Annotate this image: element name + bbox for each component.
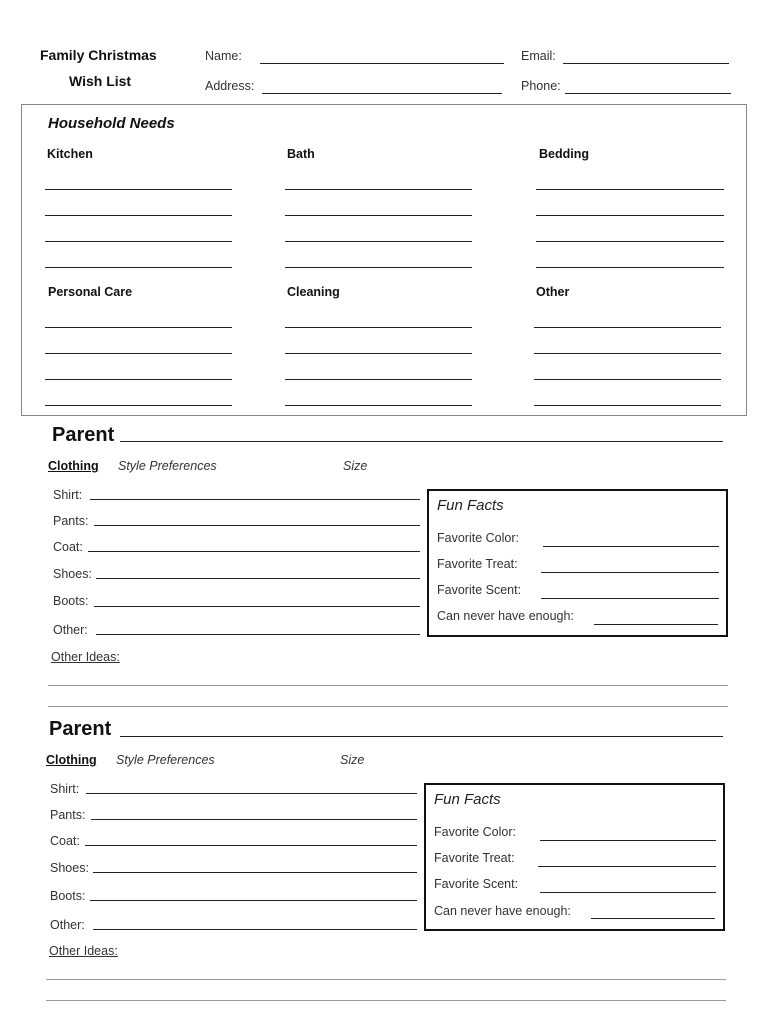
parent-2-favorite-treat-label: Favorite Treat: bbox=[434, 851, 515, 865]
parent-1-coat-label: Coat: bbox=[53, 540, 83, 554]
parent-2-favorite-scent-field[interactable] bbox=[540, 892, 716, 893]
parent-2-shirt-field[interactable] bbox=[86, 793, 417, 794]
parent-1-boots-label: Boots: bbox=[53, 594, 89, 608]
kitchen-line-3[interactable] bbox=[45, 241, 232, 242]
parent-2-size-label: Size bbox=[340, 753, 365, 767]
personal-care-label: Personal Care bbox=[48, 285, 133, 299]
parent-1-never-enough-field[interactable] bbox=[594, 624, 718, 625]
parent-1-pants-field[interactable] bbox=[94, 525, 420, 526]
parent-2-style-preferences-label: Style Preferences bbox=[116, 753, 215, 767]
personal-care-line-3[interactable] bbox=[45, 379, 232, 380]
parent-1-shoes-field[interactable] bbox=[96, 578, 420, 579]
parent-2-shirt-label: Shirt: bbox=[50, 782, 80, 796]
parent-1-ideas-line-2[interactable] bbox=[48, 706, 728, 707]
other-needs-line-4[interactable] bbox=[534, 405, 721, 406]
parent-1-favorite-color-field[interactable] bbox=[543, 546, 719, 547]
cleaning-line-4[interactable] bbox=[285, 405, 472, 406]
parent-2-name-field[interactable] bbox=[120, 736, 723, 737]
cleaning-line-2[interactable] bbox=[285, 353, 472, 354]
parent-2-other-field[interactable] bbox=[93, 929, 417, 930]
parent-1-coat-field[interactable] bbox=[88, 551, 420, 552]
parent-1-size-label: Size bbox=[343, 459, 368, 473]
personal-care-line-1[interactable] bbox=[45, 327, 232, 328]
bedding-line-3[interactable] bbox=[536, 241, 724, 242]
parent-1-favorite-color-label: Favorite Color: bbox=[437, 531, 519, 545]
parent-1-favorite-treat-field[interactable] bbox=[541, 572, 719, 573]
parent-2-coat-label: Coat: bbox=[50, 834, 80, 848]
name-label: Name: bbox=[205, 49, 242, 63]
personal-care-line-4[interactable] bbox=[45, 405, 232, 406]
parent-2-favorite-scent-label: Favorite Scent: bbox=[434, 877, 519, 891]
parent-2-title: Parent bbox=[49, 718, 112, 740]
address-label: Address: bbox=[205, 79, 255, 93]
form-title-line2: Wish List bbox=[69, 73, 132, 89]
kitchen-label: Kitchen bbox=[47, 147, 93, 161]
parent-2-clothing-label: Clothing bbox=[46, 753, 97, 767]
cleaning-label: Cleaning bbox=[287, 285, 340, 299]
parent-1-shoes-label: Shoes: bbox=[53, 567, 92, 581]
parent-2-other-label: Other: bbox=[50, 918, 85, 932]
bath-line-3[interactable] bbox=[285, 241, 472, 242]
household-needs-box bbox=[21, 104, 747, 416]
kitchen-line-1[interactable] bbox=[45, 189, 232, 190]
parent-2-favorite-color-label: Favorite Color: bbox=[434, 825, 516, 839]
parent-2-fun-facts-heading: Fun Facts bbox=[434, 791, 501, 808]
bath-label: Bath bbox=[287, 147, 315, 161]
name-field[interactable] bbox=[260, 63, 504, 64]
parent-2-favorite-treat-field[interactable] bbox=[538, 866, 716, 867]
form-title-line1: Family Christmas bbox=[40, 47, 157, 63]
parent-1-other-field[interactable] bbox=[96, 634, 420, 635]
bedding-line-2[interactable] bbox=[536, 215, 724, 216]
parent-2-ideas-line-2[interactable] bbox=[46, 1000, 726, 1001]
parent-2-pants-label: Pants: bbox=[50, 808, 86, 822]
bedding-line-1[interactable] bbox=[536, 189, 724, 190]
parent-1-title: Parent bbox=[52, 424, 115, 446]
parent-1-favorite-scent-label: Favorite Scent: bbox=[437, 583, 522, 597]
parent-1-clothing-label: Clothing bbox=[48, 459, 99, 473]
other-needs-line-3[interactable] bbox=[534, 379, 721, 380]
parent-2-pants-field[interactable] bbox=[91, 819, 417, 820]
bedding-line-4[interactable] bbox=[536, 267, 724, 268]
parent-1-fun-facts-heading: Fun Facts bbox=[437, 497, 504, 514]
bedding-label: Bedding bbox=[539, 147, 589, 161]
household-needs-heading: Household Needs bbox=[48, 115, 175, 132]
parent-1-shirt-label: Shirt: bbox=[53, 488, 83, 502]
phone-label: Phone: bbox=[521, 79, 561, 93]
address-field[interactable] bbox=[262, 93, 502, 94]
parent-1-ideas-line-1[interactable] bbox=[48, 685, 728, 686]
parent-1-other-label: Other: bbox=[53, 623, 88, 637]
bath-line-1[interactable] bbox=[285, 189, 472, 190]
parent-1-favorite-treat-label: Favorite Treat: bbox=[437, 557, 518, 571]
other-needs-line-2[interactable] bbox=[534, 353, 721, 354]
parent-2-shoes-label: Shoes: bbox=[50, 861, 89, 875]
parent-2-boots-field[interactable] bbox=[90, 900, 417, 901]
parent-2-never-enough-field[interactable] bbox=[591, 918, 715, 919]
parent-1-never-enough-label: Can never have enough: bbox=[437, 609, 574, 623]
phone-field[interactable] bbox=[565, 93, 731, 94]
email-field[interactable] bbox=[563, 63, 729, 64]
parent-2-other-ideas-label: Other Ideas: bbox=[49, 944, 118, 958]
bath-line-4[interactable] bbox=[285, 267, 472, 268]
parent-2-shoes-field[interactable] bbox=[93, 872, 417, 873]
parent-1-favorite-scent-field[interactable] bbox=[541, 598, 719, 599]
cleaning-line-3[interactable] bbox=[285, 379, 472, 380]
personal-care-line-2[interactable] bbox=[45, 353, 232, 354]
parent-1-style-preferences-label: Style Preferences bbox=[118, 459, 217, 473]
email-label: Email: bbox=[521, 49, 556, 63]
bath-line-2[interactable] bbox=[285, 215, 472, 216]
parent-1-name-field[interactable] bbox=[120, 441, 723, 442]
cleaning-line-1[interactable] bbox=[285, 327, 472, 328]
parent-1-other-ideas-label: Other Ideas: bbox=[51, 650, 120, 664]
parent-2-boots-label: Boots: bbox=[50, 889, 86, 903]
parent-2-coat-field[interactable] bbox=[85, 845, 417, 846]
parent-1-pants-label: Pants: bbox=[53, 514, 89, 528]
parent-2-ideas-line-1[interactable] bbox=[46, 979, 726, 980]
other-needs-label: Other bbox=[536, 285, 570, 299]
parent-1-boots-field[interactable] bbox=[94, 606, 420, 607]
parent-2-never-enough-label: Can never have enough: bbox=[434, 904, 571, 918]
other-needs-line-1[interactable] bbox=[534, 327, 721, 328]
kitchen-line-2[interactable] bbox=[45, 215, 232, 216]
kitchen-line-4[interactable] bbox=[45, 267, 232, 268]
parent-1-shirt-field[interactable] bbox=[90, 499, 420, 500]
parent-2-favorite-color-field[interactable] bbox=[540, 840, 716, 841]
